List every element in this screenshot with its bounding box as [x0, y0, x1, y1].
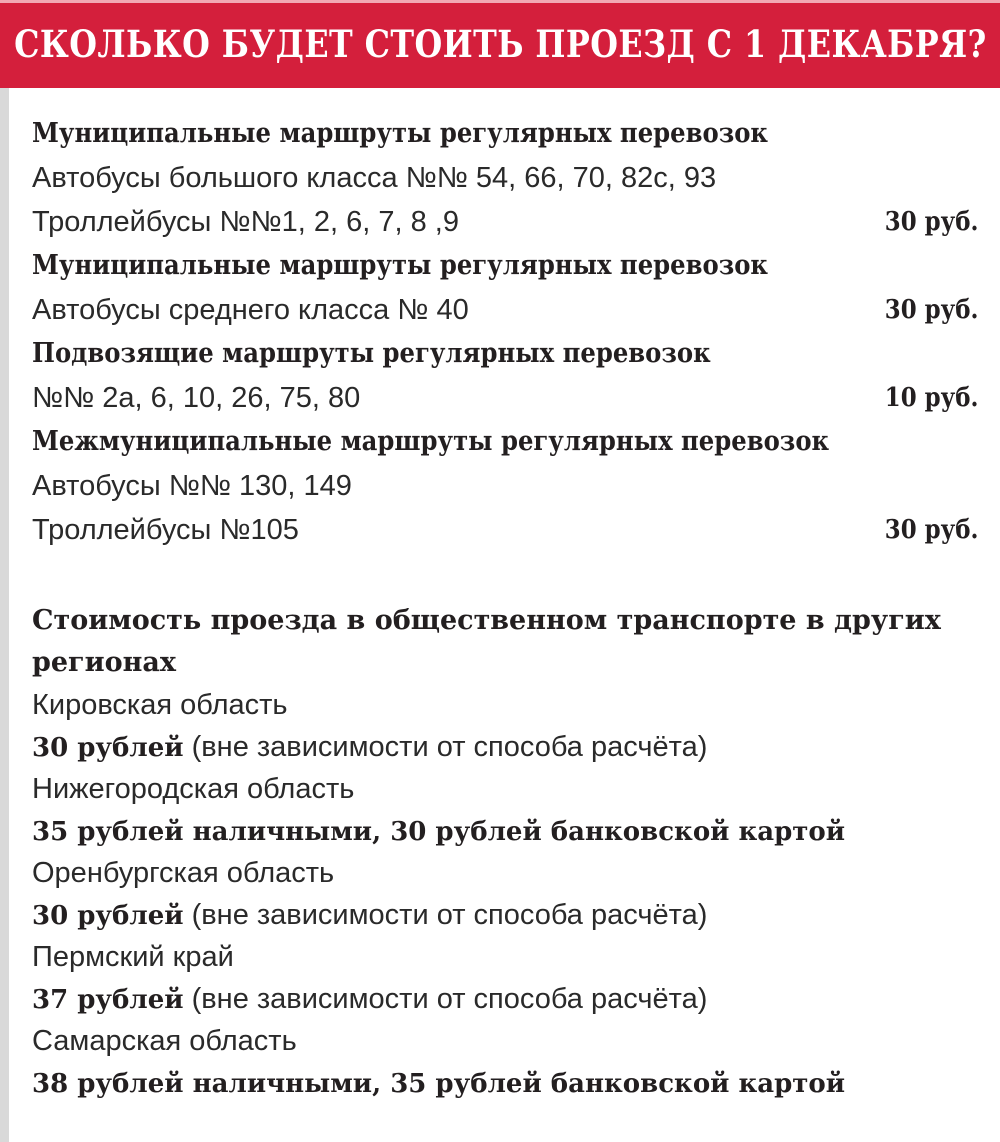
route-group-municipal-medium — [32, 244, 978, 332]
region-price-note: (вне зависимости от способа расчёта) — [183, 899, 708, 931]
region-price — [32, 1062, 978, 1104]
route-line — [32, 508, 978, 552]
route-group-heading: Муниципальные маршруты регулярных перевозок — [32, 250, 768, 281]
region-price — [32, 810, 978, 852]
route-text: Троллейбусы №105 — [32, 514, 299, 546]
route-price: 10 руб. — [884, 383, 978, 413]
fare-content — [32, 112, 978, 1104]
region-price-value: 38 рублей наличными, 35 рублей банковской картой — [32, 1069, 846, 1099]
route-line — [32, 156, 978, 200]
region-price-value: 30 рублей — [32, 733, 184, 763]
other-regions-section — [32, 600, 978, 1104]
region-price — [32, 978, 978, 1020]
region-price-note: (вне зависимости от способа расчёта) — [183, 983, 708, 1015]
route-price: 30 руб. — [884, 207, 978, 237]
route-price: 30 руб. — [884, 515, 978, 545]
header-banner — [0, 0, 1000, 88]
region-name: Нижегородская область — [32, 773, 355, 805]
region-price-value: 35 рублей наличными, 30 рублей банковской картой — [32, 817, 846, 847]
region-price — [32, 726, 978, 768]
route-group-heading: Межмуниципальные маршруты регулярных перевозок — [32, 426, 830, 457]
route-line — [32, 464, 978, 508]
region-price-note: (вне зависимости от способа расчёта) — [183, 731, 708, 763]
region-name: Оренбургская область — [32, 857, 335, 889]
region-item — [32, 852, 978, 936]
other-regions-heading: Стоимость проезда в общественном транспорте в других регионах — [32, 605, 941, 678]
route-text: Автобусы большого класса №№ 54, 66, 70, 82с, 93 — [32, 162, 717, 194]
region-price-value: 30 рублей — [32, 901, 184, 931]
region-price — [32, 894, 978, 936]
route-group-municipal-large — [32, 112, 978, 244]
region-item — [32, 1020, 978, 1104]
route-group-heading: Муниципальные маршруты регулярных перевозок — [32, 118, 768, 149]
route-line — [32, 376, 978, 420]
section-spacer — [32, 552, 978, 600]
route-price: 30 руб. — [884, 295, 978, 325]
route-line — [32, 288, 978, 332]
region-item — [32, 768, 978, 852]
route-text: №№ 2а, 6, 10, 26, 75, 80 — [32, 382, 361, 414]
region-item — [32, 684, 978, 768]
route-group-feeder — [32, 332, 978, 420]
region-name: Самарская область — [32, 1025, 297, 1057]
region-name: Пермский край — [32, 941, 234, 973]
region-price-value: 37 рублей — [32, 985, 184, 1015]
route-line — [32, 200, 978, 244]
route-group-heading: Подвозящие маршруты регулярных перевозок — [32, 338, 711, 369]
region-name: Кировская область — [32, 689, 288, 721]
left-accent-bar — [0, 88, 9, 1142]
route-text: Автобусы среднего класса № 40 — [32, 294, 469, 326]
route-group-intermunicipal — [32, 420, 978, 552]
route-text: Троллейбусы №№1, 2, 6, 7, 8 ,9 — [32, 206, 459, 238]
region-item — [32, 936, 978, 1020]
page-title: СКОЛЬКО БУДЕТ СТОИТЬ ПРОЕЗД С 1 ДЕКАБРЯ? — [13, 21, 987, 66]
route-text: Автобусы №№ 130, 149 — [32, 470, 352, 502]
